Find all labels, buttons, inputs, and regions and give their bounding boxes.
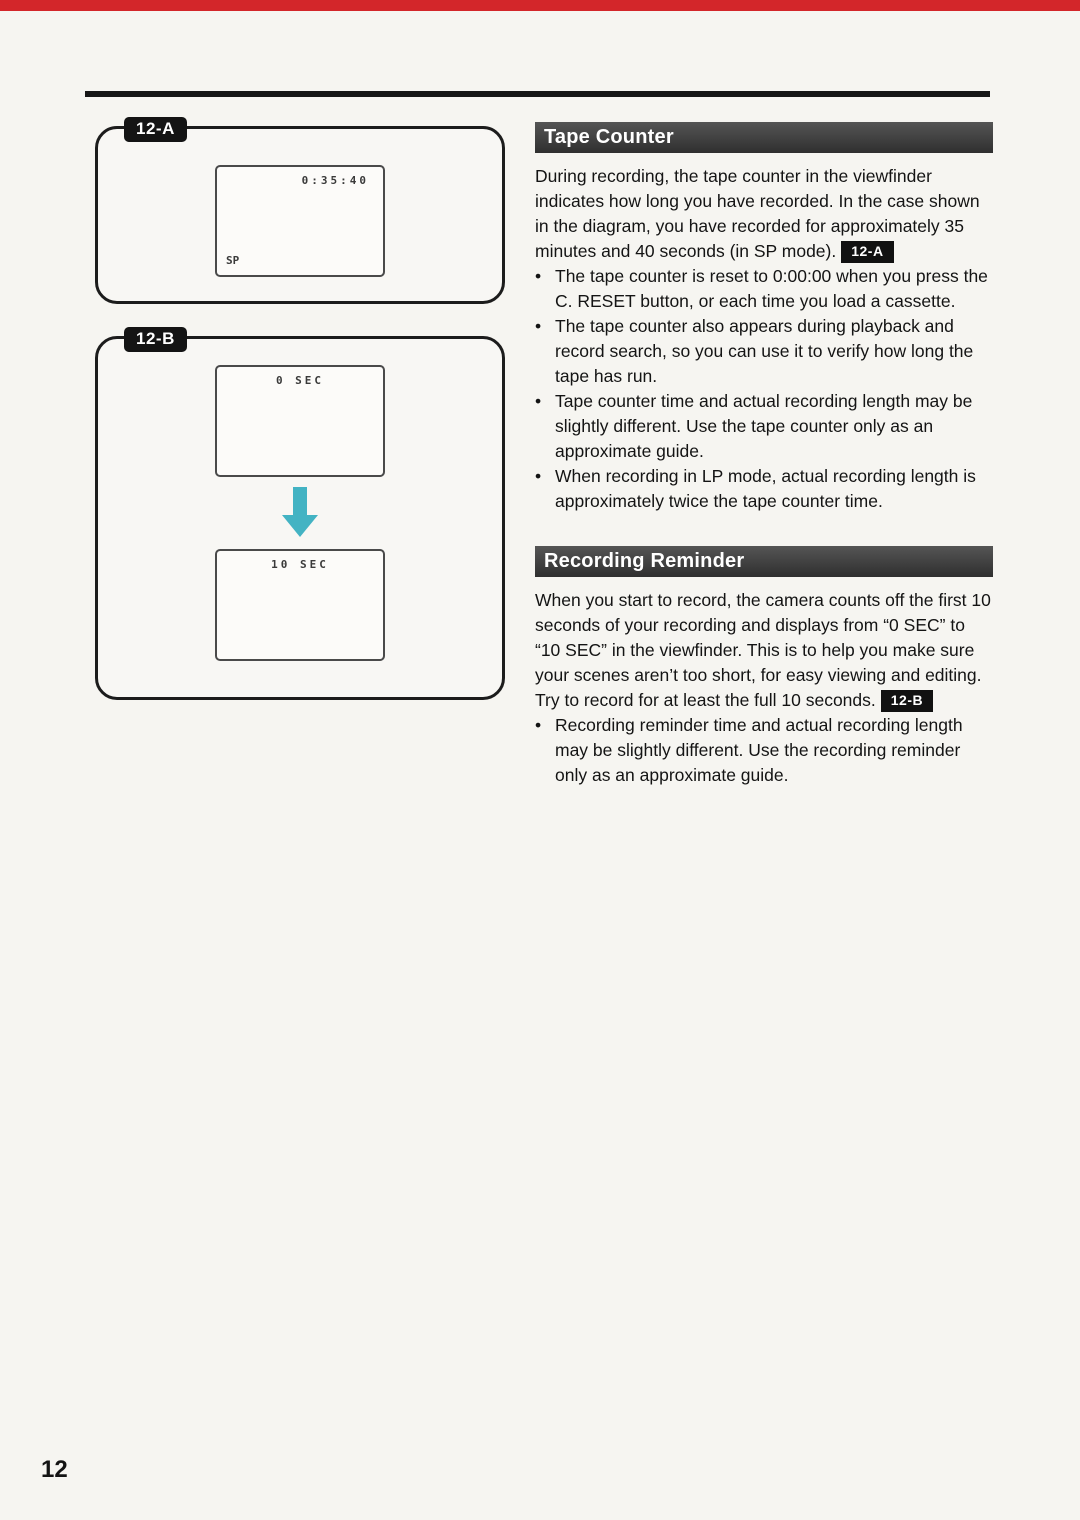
bullet-item xyxy=(535,464,993,514)
section-title-recording-reminder xyxy=(535,546,993,577)
viewfinder-screen-b-top xyxy=(215,365,385,477)
intro-text: During recording, the tape counter in the viewfinder indicates how long you have recorded. In the case shown in the diagram, you have recorded for approximately 35 minutes and 40 seconds (in SP mode). xyxy=(535,166,980,261)
text-column xyxy=(535,122,993,788)
tape-counter-intro xyxy=(535,164,993,264)
recording-reminder-intro xyxy=(535,588,993,713)
figure-ref-badge-12a: 12-A xyxy=(841,241,893,263)
section-title-tape-counter xyxy=(535,122,993,153)
divider-rule xyxy=(85,91,990,97)
down-arrow-icon xyxy=(282,487,318,539)
top-red-stripe xyxy=(0,0,1080,11)
recording-reminder-bullets xyxy=(535,713,993,788)
bullet-text: When recording in LP mode, actual recording length is approximately twice the tape counter time. xyxy=(555,466,976,511)
tape-counter-display: 0:35:40 xyxy=(301,174,369,187)
bullet-text: Recording reminder time and actual recording length may be slightly different. Use the recording reminder only as an approximate guide. xyxy=(555,715,963,785)
figure-12a-label: 12-A xyxy=(124,117,187,142)
bullet-dot: • xyxy=(535,466,542,486)
figure-ref-badge-12b: 12-B xyxy=(881,690,933,712)
bullet-dot: • xyxy=(535,715,542,735)
bullet-item xyxy=(535,713,993,788)
section-title-text: Recording Reminder xyxy=(544,550,745,572)
bullet-item xyxy=(535,389,993,464)
intro-text: When you start to record, the camera counts off the first 10 seconds of your recording and displays from “0 SEC” to “10 SEC” in the viewfinder. This is to help you make sure your scenes aren’t too short, for easy viewing and editing. Try to record for at least the full 10 seconds. xyxy=(535,590,991,710)
viewfinder-screen-a xyxy=(215,165,385,277)
bullet-item xyxy=(535,264,993,314)
section-title-text: Tape Counter xyxy=(544,126,674,148)
recording-reminder-0sec: 0 SEC xyxy=(275,374,325,387)
bullet-dot: • xyxy=(535,316,542,336)
recording-reminder-10sec: 10 SEC xyxy=(271,558,329,571)
bullet-text: The tape counter also appears during playback and record search, so you can use it to verify how long the tape has run. xyxy=(555,316,974,386)
figure-12b xyxy=(95,329,505,700)
figure-12b-label: 12-B xyxy=(124,327,187,352)
sp-mode-indicator: SP xyxy=(226,254,240,267)
viewfinder-screen-b-bottom xyxy=(215,549,385,661)
section-recording-reminder xyxy=(535,546,993,788)
bullet-dot: • xyxy=(535,391,542,411)
bullet-text: Tape counter time and actual recording length may be slightly different. Use the tape counter only as an approximate guide. xyxy=(555,391,973,461)
tape-counter-bullets xyxy=(535,264,993,514)
figure-12a xyxy=(95,119,505,304)
bullet-dot: • xyxy=(535,266,542,286)
page-number: 12 xyxy=(41,1456,68,1483)
bullet-text: The tape counter is reset to 0:00:00 when you press the C. RESET button, or each time you load a cassette. xyxy=(555,266,988,311)
bullet-item xyxy=(535,314,993,389)
section-tape-counter xyxy=(535,122,993,514)
